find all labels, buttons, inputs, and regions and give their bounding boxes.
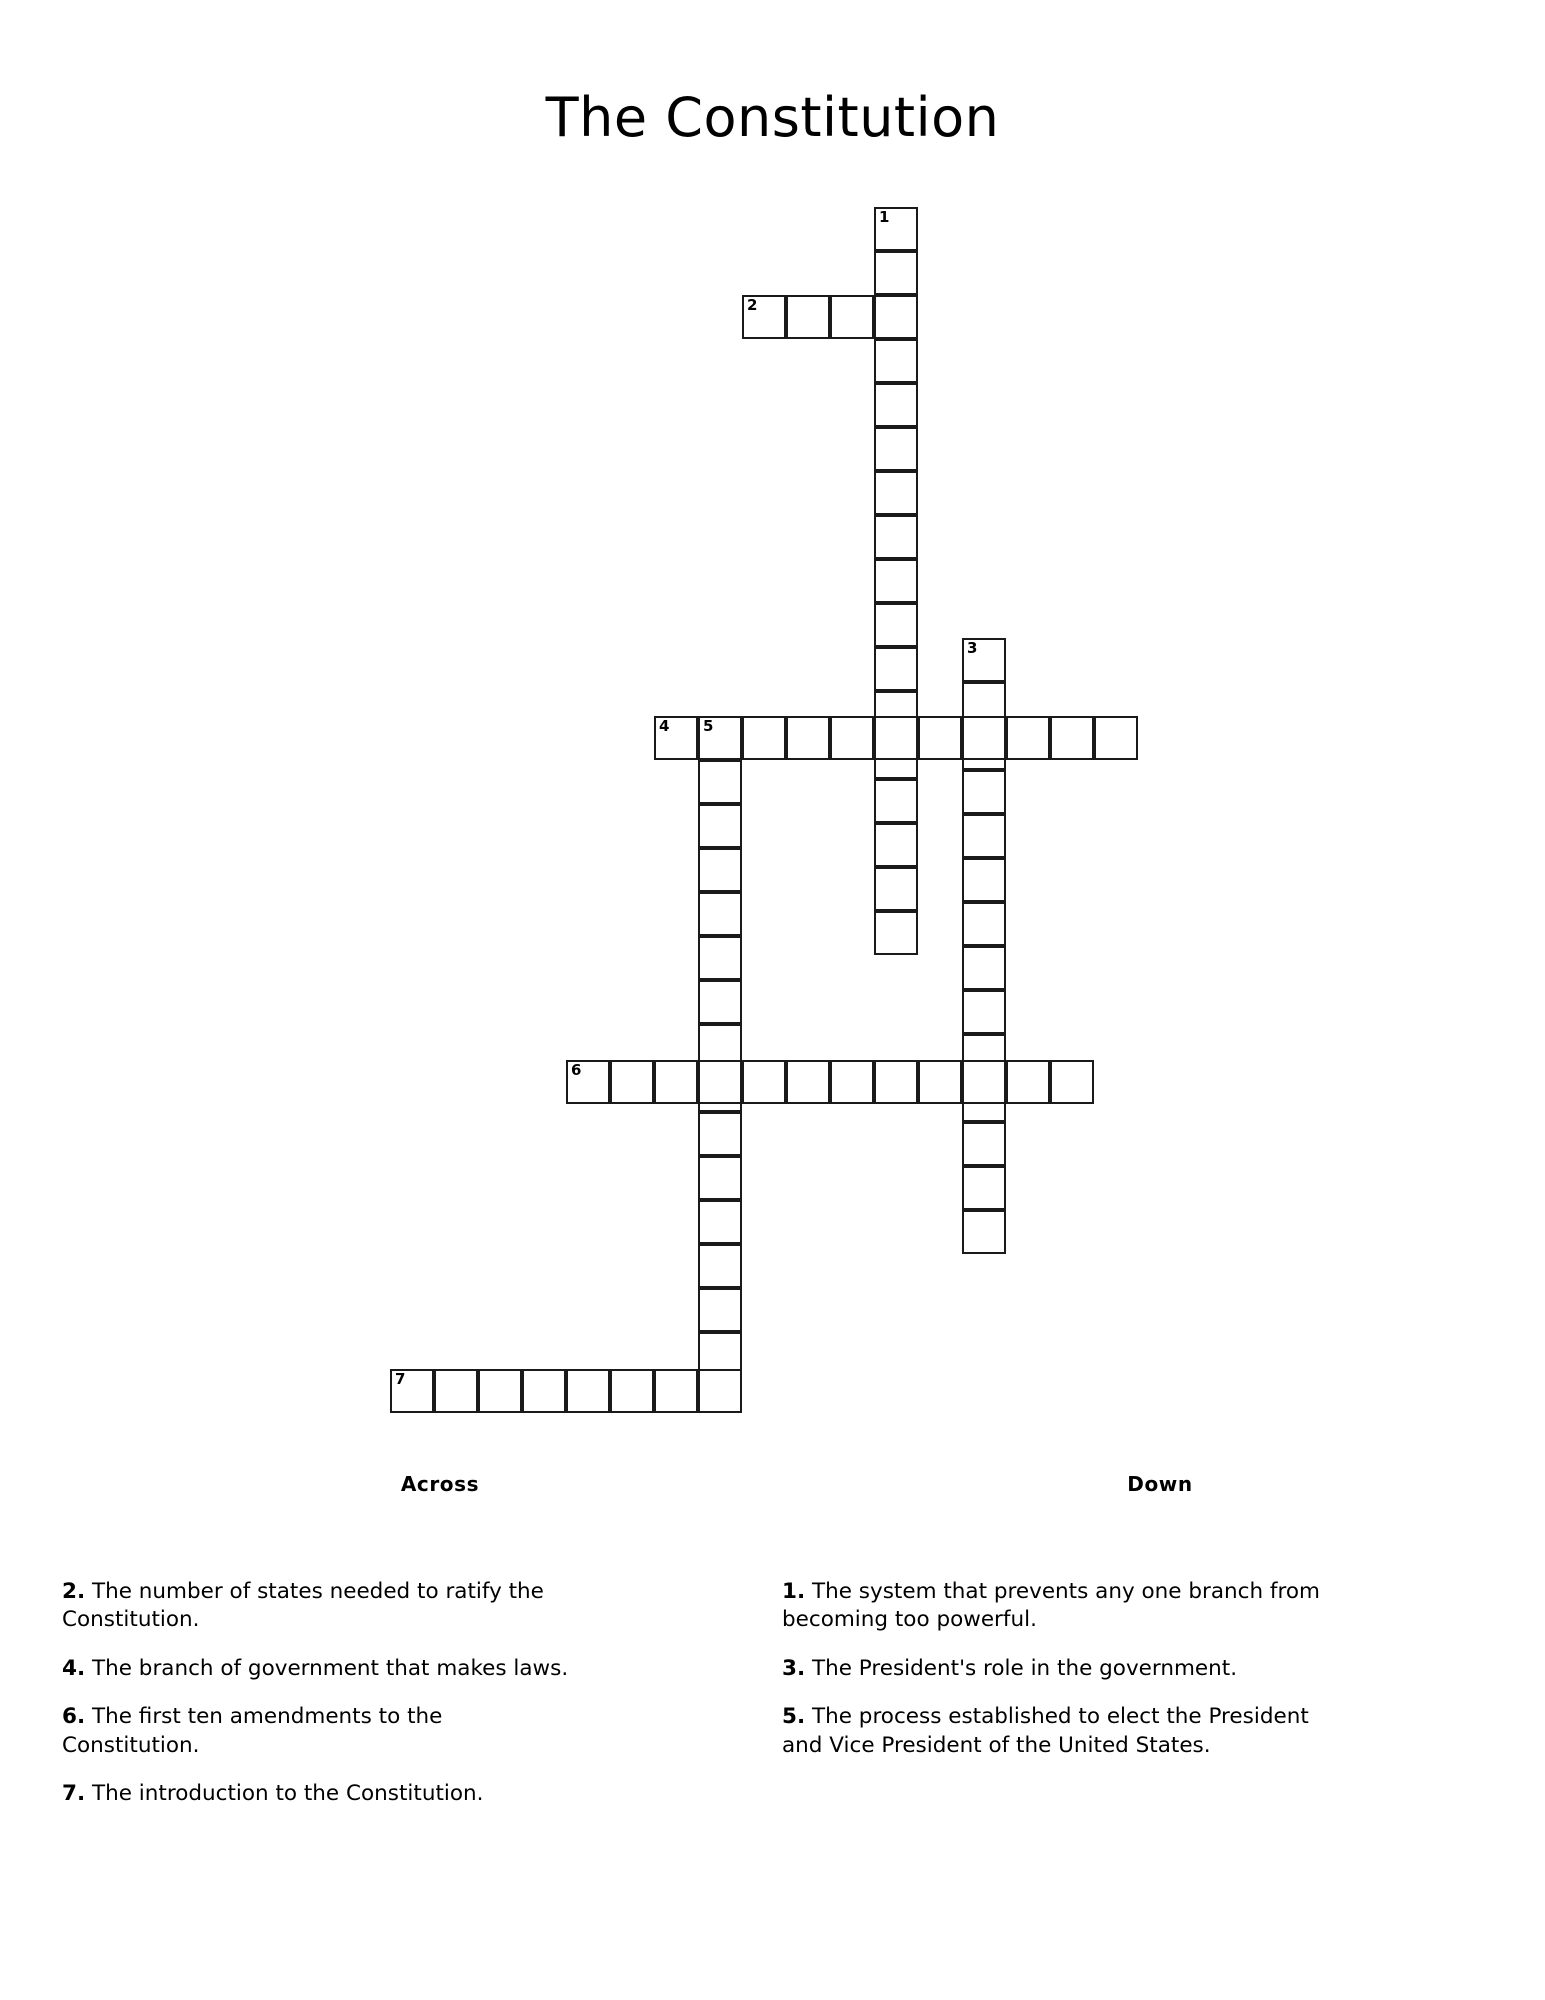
crossword-cell[interactable] [698,1288,742,1332]
crossword-cell[interactable] [654,1369,698,1413]
across-clue-list [62,1578,582,1828]
clue-text: The system that prevents any one branch from becoming too powerful. [782,1579,1320,1633]
down-clues-heading: Down [1127,1472,1193,1496]
crossword-cell[interactable] [698,1369,742,1413]
crossword-cell[interactable] [962,638,1006,682]
crossword-cell[interactable] [918,1060,962,1104]
crossword-cell[interactable] [654,716,698,760]
crossword-cell[interactable] [786,295,830,339]
clue-item-across-2[interactable] [62,1578,582,1635]
crossword-cell[interactable] [698,848,742,892]
crossword-cell[interactable] [830,295,874,339]
crossword-cell[interactable] [698,936,742,980]
crossword-cell[interactable] [874,911,918,955]
crossword-cell[interactable] [874,471,918,515]
clue-item-across-4[interactable] [62,1655,582,1683]
crossword-cell[interactable] [962,814,1006,858]
crossword-cell[interactable] [1094,716,1138,760]
clue-number: 3. [782,1655,806,1681]
crossword-cell[interactable] [874,295,918,339]
crossword-cell[interactable] [874,867,918,911]
clue-item-across-7[interactable] [62,1780,582,1808]
clue-number: 6. [62,1704,86,1730]
crossword-cell[interactable] [874,1060,918,1104]
crossword-cell[interactable] [962,1122,1006,1166]
crossword-cell[interactable] [874,716,918,760]
crossword-cell[interactable] [566,1060,610,1104]
crossword-cell[interactable] [698,716,742,760]
down-clue-list [782,1578,1322,1780]
crossword-cell[interactable] [610,1369,654,1413]
crossword-cell[interactable] [698,804,742,848]
clue-text: The first ten amendments to the Constitution. [62,1704,443,1758]
crossword-cell[interactable] [698,760,742,804]
crossword-cell[interactable] [874,603,918,647]
crossword-cell[interactable] [434,1369,478,1413]
crossword-cell[interactable] [1006,716,1050,760]
crossword-cell[interactable] [874,779,918,823]
crossword-cell[interactable] [962,902,1006,946]
crossword-cell[interactable] [566,1369,610,1413]
crossword-cell[interactable] [390,1369,434,1413]
crossword-cell[interactable] [874,207,918,251]
clue-number: 4. [62,1655,86,1681]
crossword-cell[interactable] [962,946,1006,990]
crossword-cell[interactable] [962,1210,1006,1254]
cell-number: 4 [659,717,670,736]
cell-number: 3 [967,639,978,658]
crossword-cell[interactable] [962,770,1006,814]
clue-text: The President's role in the government. [805,1655,1238,1681]
cell-number: 2 [747,296,758,314]
crossword-cell[interactable] [962,716,1006,760]
crossword-cell[interactable] [1006,1060,1050,1104]
clue-item-down-5[interactable] [782,1703,1322,1760]
crossword-cell[interactable] [918,716,962,760]
crossword-cell[interactable] [874,339,918,383]
crossword-cell[interactable] [874,823,918,867]
crossword-cell[interactable] [874,559,918,603]
crossword-cell[interactable] [742,1060,786,1104]
crossword-cell[interactable] [698,980,742,1024]
clue-number: 5. [782,1704,806,1730]
crossword-cell[interactable] [698,1112,742,1156]
crossword-cell[interactable] [698,1060,742,1104]
crossword-cell[interactable] [874,427,918,471]
crossword-cell[interactable] [742,295,786,339]
crossword-cell[interactable] [610,1060,654,1104]
cell-number: 7 [395,1370,406,1389]
crossword-cell[interactable] [962,990,1006,1034]
crossword-cell[interactable] [698,1156,742,1200]
crossword-cell[interactable] [522,1369,566,1413]
crossword-cell[interactable] [962,1060,1006,1104]
clue-number: 7. [62,1780,86,1806]
crossword-cell[interactable] [786,716,830,760]
clue-text: The branch of government that makes laws. [85,1655,569,1681]
clue-number: 2. [62,1579,86,1604]
crossword-cell[interactable] [478,1369,522,1413]
crossword-cell[interactable] [786,1060,830,1104]
crossword-cell[interactable] [698,1200,742,1244]
crossword-cell[interactable] [742,716,786,760]
crossword-cell[interactable] [698,892,742,936]
crossword-cell[interactable] [962,858,1006,902]
crossword-cell[interactable] [962,1166,1006,1210]
crossword-cell[interactable] [830,716,874,760]
cell-number: 6 [571,1061,582,1080]
cell-number: 5 [703,717,714,736]
cell-number: 1 [879,208,890,226]
across-clues-heading: Across [400,1472,480,1496]
page-title: The Constitution [545,86,1000,150]
crossword-cell[interactable] [830,1060,874,1104]
clue-text: The introduction to the Constitution. [85,1780,484,1806]
clue-text: The process established to elect the President and Vice President of the United States. [782,1704,1309,1758]
crossword-cell[interactable] [698,1244,742,1288]
crossword-cell[interactable] [874,647,918,691]
clue-number: 1. [782,1579,806,1604]
crossword-cell[interactable] [874,515,918,559]
clue-item-down-3[interactable] [782,1655,1322,1683]
clue-text: The number of states needed to ratify the Constitution. [62,1579,544,1633]
crossword-cell[interactable] [1050,1060,1094,1104]
crossword-cell[interactable] [654,1060,698,1104]
crossword-cell[interactable] [874,251,918,295]
crossword-cell[interactable] [874,383,918,427]
crossword-cell[interactable] [1050,716,1094,760]
clue-item-down-1[interactable] [782,1578,1322,1635]
clue-item-across-6[interactable] [62,1703,582,1760]
